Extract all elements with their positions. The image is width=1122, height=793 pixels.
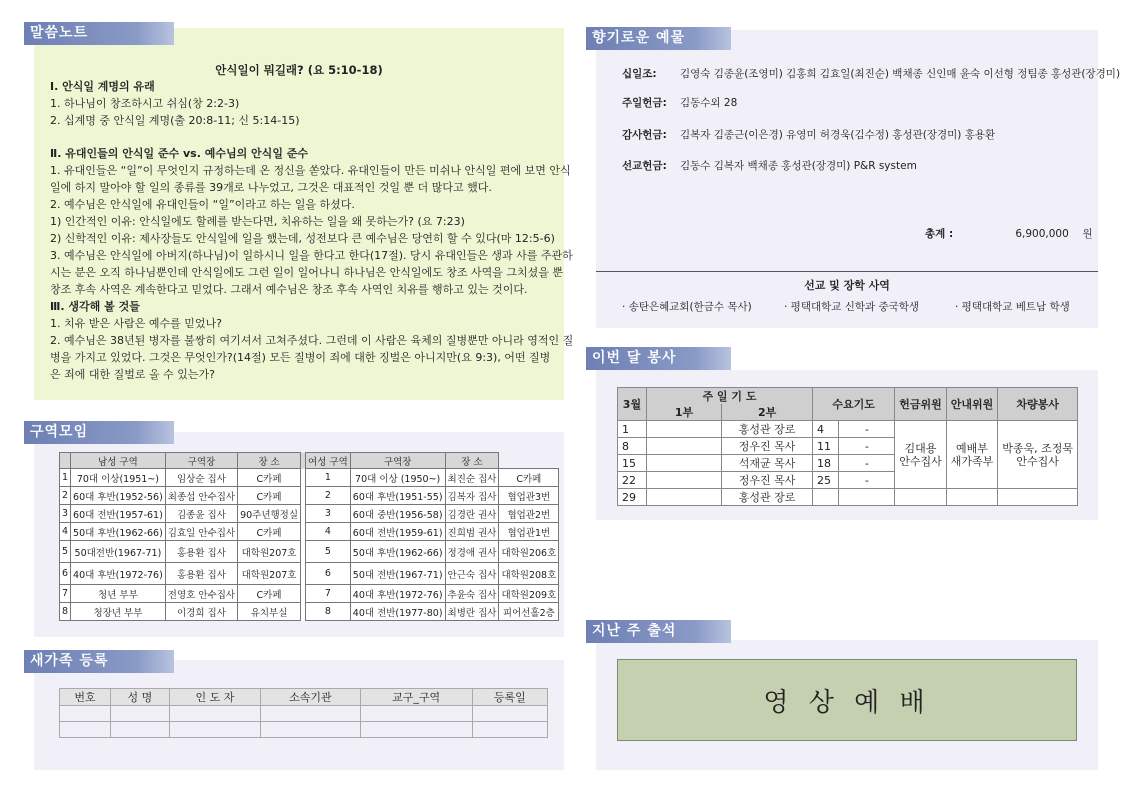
offering-row-mission: [622, 158, 917, 173]
sermon-text-line: 2. 십계명 중 안식일 계명(출 20:8-11; 신 5:14-15): [50, 114, 300, 127]
service-wed-date: 4: [813, 421, 839, 438]
service-usher-cell: [946, 421, 998, 489]
sermon-panel: [34, 28, 574, 400]
district-cell: 60대 후반(1952-56): [71, 487, 166, 505]
offering-total-unit: 원: [1082, 228, 1093, 240]
district-cell: 김경란 권사: [445, 505, 499, 523]
district-cell: 50대 전반(1967-71): [350, 563, 445, 585]
service-prayer-1: [646, 489, 721, 506]
offering-key: 십일조:: [622, 68, 657, 80]
service-head-usher: 안내위원: [946, 388, 998, 421]
district-cell: 60대 후반(1951-55): [350, 487, 445, 505]
district-cell: 90주년행정실: [238, 505, 301, 523]
service-head-1: 1부: [646, 404, 721, 421]
district-tab-label: 구역모임: [30, 424, 89, 440]
district-table: [59, 452, 559, 621]
sermon-text-line: 1. 하나님이 창조하시고 쉬심(창 2:2-3): [50, 97, 240, 110]
district-cell: 협업관2번: [499, 505, 559, 523]
district-cell: 70대 이상 (1950~): [350, 469, 445, 487]
service-prayer-1: [646, 421, 721, 438]
newfamily-header-cell: 번호: [60, 689, 111, 706]
offering-total: [925, 226, 1093, 241]
district-row: [60, 505, 559, 523]
district-cell: 추윤숙 집사: [445, 585, 499, 603]
district-cell: 유치부실: [238, 603, 301, 621]
mission-item: · 평택대학교 신학과 중국학생: [784, 301, 920, 313]
district-row: [60, 469, 559, 487]
service-prayer-1: [646, 455, 721, 472]
service-head-car: 차량봉사: [998, 388, 1078, 421]
service-table: [617, 387, 1078, 506]
district-cell: 50대 후반(1962-66): [350, 541, 445, 563]
service-head-wed: 수요기도: [813, 388, 895, 421]
sermon-text-line: 창조 후속 사역은 계속한다고 믿었다. 그래서 예수님은 창조 후속 사역인 치유를 행하고 있는 것이다.: [50, 283, 528, 296]
sermon-text-line: 병을 가지고 있었다. 그것은 무엇인가?(14절) 모든 질병이 죄에 대한 징벌은 아니지만(요 9:3), 어떤 질병: [50, 351, 551, 364]
sermon-text-line: 1. 치유 받은 사람은 예수를 믿었나?: [50, 317, 222, 330]
attendance-text: 영 상 예 배: [763, 687, 931, 718]
offering-value: 김복자 김종근(이은경) 유영미 허경욱(김수정) 홍성관(장경미) 홍용환: [680, 129, 996, 141]
district-cell: 청년 부부: [71, 585, 166, 603]
district-cell: 4: [60, 523, 71, 541]
district-cell: 청장년 부부: [71, 603, 166, 621]
mission-item: · 평택대학교 베트남 학생: [955, 301, 1070, 313]
district-row: [60, 585, 559, 603]
district-cell: 50대전반(1967-71): [71, 541, 166, 563]
district-cell: 임상순 집사: [165, 469, 237, 487]
district-cell: 5: [60, 541, 71, 563]
service-head-offer: 헌금위원: [895, 388, 947, 421]
district-cell: 60대 전반(1959-61): [350, 523, 445, 541]
offering-row-tithe: [622, 66, 1120, 81]
service-tab: [586, 347, 731, 370]
district-cell: C카페: [238, 585, 301, 603]
offering-total-label: 총계 :: [925, 228, 954, 240]
newfamily-row: [60, 722, 548, 738]
district-cell: 피어선홀2층: [499, 603, 559, 621]
newfamily-panel: [34, 660, 564, 770]
service-wed-prayer: -: [839, 472, 895, 489]
offering-row-thanks: [622, 127, 995, 142]
service-wed-prayer: -: [839, 421, 895, 438]
newfamily-table: [59, 688, 548, 738]
service-car-cell: [998, 421, 1078, 489]
newfamily-row: [60, 706, 548, 722]
district-cell: 홍용환 집사: [165, 541, 237, 563]
service-date: 29: [618, 489, 647, 506]
district-cell: 대학원206호: [499, 541, 559, 563]
service-tab-label: 이번 달 봉사: [592, 350, 677, 366]
district-cell: 김복자 집사: [445, 487, 499, 505]
service-empty: [946, 489, 998, 506]
sermon-text-line: 2. 예수님은 38년된 병자를 불쌍히 여기셔서 고쳐주셨다. 그런데 이 사람은 육체의 질병뿐만 아니라 영적인 질: [50, 334, 574, 347]
district-header-cell: 구역장: [165, 453, 237, 469]
district-header-cell: 장 소: [445, 453, 499, 469]
service-wed-prayer: -: [839, 438, 895, 455]
service-date: 22: [618, 472, 647, 489]
sermon-title: 안식일이 뭐길래? (요 5:10-18): [215, 63, 383, 77]
district-cell: 협업관3번: [499, 487, 559, 505]
district-header-cell: [60, 453, 71, 469]
district-cell: 1: [60, 469, 71, 487]
district-header-cell: 장 소: [238, 453, 301, 469]
service-wed-prayer: -: [839, 455, 895, 472]
newfamily-tab-label: 새가족 등록: [30, 653, 109, 669]
sermon-text-line: 1. 유대인들은 “일”이 무엇인지 규정하는데 온 정신을 쏟았다. 유대인들이 만든 미쉬나 안식일 편에 보면 안식: [50, 164, 571, 177]
newfamily-header-cell: 성 명: [110, 689, 169, 706]
offering-row-sunday: [622, 95, 737, 110]
sermon-text-line: 1) 인간적인 이유: 안식일에도 할례를 받는다면, 치유하는 일을 왜 못하는가? (요 7:23): [50, 215, 465, 228]
district-row: [60, 563, 559, 585]
district-cell: 8: [60, 603, 71, 621]
district-cell: 7: [306, 585, 351, 603]
district-cell: 최종섭 안수집사: [165, 487, 237, 505]
district-cell: 김효일 안수집사: [165, 523, 237, 541]
district-cell: 40대 전반(1977-80): [350, 603, 445, 621]
sermon-text-line: 3. 예수님은 안식일에 아버지(하나님)이 일하시니 일을 한다고 한다(17절). 당시 유대인들은 생과 사를 주관하: [50, 249, 573, 262]
district-row: [60, 603, 559, 621]
newfamily-header-cell: 등록일: [472, 689, 547, 706]
service-wed-date: 18: [813, 455, 839, 472]
sermon-text-line: 2. 예수님은 안식일에 유대인들이 “일”이라고 하는 일을 하셨다.: [50, 198, 355, 211]
district-tab: [24, 421, 174, 444]
service-empty: [998, 489, 1078, 506]
district-cell: 2: [306, 487, 351, 505]
district-cell: 대학원207호: [238, 563, 301, 585]
newfamily-header-cell: 인 도 자: [169, 689, 260, 706]
service-head-prayer: 주 일 기 도: [646, 388, 812, 405]
offering-total-value: 6,900,000: [1015, 228, 1069, 240]
district-cell: 협업관1번: [499, 523, 559, 541]
offering-tab-label: 향기로운 예물: [592, 30, 686, 46]
district-cell: 70대 이상(1951~): [71, 469, 166, 487]
sermon-heading: Ⅱ. 유대인들의 안식일 준수 vs. 예수님의 안식일 준수: [50, 147, 309, 160]
attendance-box: [617, 659, 1077, 741]
service-date: 15: [618, 455, 647, 472]
district-cell: C카페: [499, 469, 559, 487]
service-offer-b: 안수집사: [899, 454, 942, 468]
district-cell: 40대 후반(1972-76): [71, 563, 166, 585]
offering-key: 감사헌금:: [622, 129, 667, 141]
district-header-cell: 여성 구역: [306, 453, 351, 469]
service-date: 1: [618, 421, 647, 438]
district-cell: 60대 중반(1956-58): [350, 505, 445, 523]
sermon-text-line: 시는 분은 오직 하나님뿐인데 안식일에도 그런 일이 일어나니 하나님은 안식일에도 창조 사역을 그치셨을 뿐: [50, 266, 563, 279]
service-prayer-1: [646, 472, 721, 489]
district-cell: 4: [306, 523, 351, 541]
district-cell: 진희범 권사: [445, 523, 499, 541]
district-cell: 최진순 집사: [445, 469, 499, 487]
district-cell: 6: [60, 563, 71, 585]
service-wed-date: [813, 489, 839, 506]
sermon-heading: Ⅲ. 생각해 볼 것들: [50, 300, 140, 313]
district-cell: 2: [60, 487, 71, 505]
district-cell: 김종윤 집사: [165, 505, 237, 523]
district-cell: C카페: [238, 487, 301, 505]
service-car-a: 박종욱, 조정묵: [1002, 441, 1073, 455]
service-wed-date: 11: [813, 438, 839, 455]
district-cell: 6: [306, 563, 351, 585]
service-prayer-2: 홍성관 장로: [722, 489, 813, 506]
offering-value: 김동수외 28: [680, 97, 738, 109]
service-prayer-2: 홍성관 장로: [722, 421, 813, 438]
district-panel: [34, 432, 564, 637]
service-head-2: 2부: [722, 404, 813, 421]
mission-title: 선교 및 장학 사역: [804, 279, 890, 292]
district-row: [60, 541, 559, 563]
service-date: 8: [618, 438, 647, 455]
district-cell: 7: [60, 585, 71, 603]
service-usher-b: 새가족부: [950, 454, 994, 468]
sermon-tab: [24, 22, 174, 45]
district-cell: 3: [60, 505, 71, 523]
offering-key: 선교헌금:: [622, 160, 667, 172]
newfamily-header-cell: 소속기관: [261, 689, 361, 706]
service-car-b: 안수집사: [1016, 454, 1059, 468]
district-cell: 50대 후반(1962-66): [71, 523, 166, 541]
offering-tab: [586, 27, 731, 50]
offering-key: 주일헌금:: [622, 97, 667, 109]
service-prayer-2: 석재균 목사: [722, 455, 813, 472]
service-row: [618, 421, 1078, 438]
service-month: 3월: [618, 388, 647, 421]
service-usher-a: 예배부: [956, 441, 988, 455]
service-empty: [895, 489, 947, 506]
district-cell: 60대 전반(1957-61): [71, 505, 166, 523]
service-wed-prayer: [839, 489, 895, 506]
district-cell: 홍용환 집사: [165, 563, 237, 585]
service-row: [618, 489, 1078, 506]
district-cell: 40대 후반(1972-76): [350, 585, 445, 603]
district-cell: 대학원208호: [499, 563, 559, 585]
sermon-text-line: 일에 하지 말아야 할 일의 종류를 39개로 나누었고, 그것은 대표적인 것일 뿐 더 많다고 했다.: [50, 181, 492, 194]
district-cell: C카페: [238, 523, 301, 541]
district-cell: 5: [306, 541, 351, 563]
district-cell: 3: [306, 505, 351, 523]
offering-divider: [596, 271, 1098, 272]
attendance-tab-label: 지난 주 출석: [592, 623, 677, 639]
mission-item: · 송탄은혜교회(한금수 목사): [622, 301, 752, 313]
district-cell: 최병란 집사: [445, 603, 499, 621]
offering-value: 김동수 김복자 백채종 홍성관(장경미) P&R system: [680, 160, 917, 172]
sermon-text-line: 2) 신학적인 이유: 제사장들도 안식일에 일을 했는데, 성전보다 큰 예수님은 당연히 할 수 있다(마 12:5-6): [50, 232, 555, 245]
newfamily-tab: [24, 650, 174, 673]
service-offer-a: 김대용: [904, 441, 937, 455]
sermon-text-line: 은 죄에 대한 질벌로 올 수 있는가?: [50, 368, 215, 381]
service-prayer-2: 정우진 목사: [722, 472, 813, 489]
district-cell: 정경애 권사: [445, 541, 499, 563]
attendance-tab: [586, 620, 731, 643]
sermon-tab-label: 말씀노트: [30, 25, 89, 41]
district-cell: 1: [306, 469, 351, 487]
district-cell: 8: [306, 603, 351, 621]
district-row: [60, 523, 559, 541]
offering-value: 김영숙 김종윤(조영미) 김홍희 김효일(최진순) 백채종 신인매 윤숙 이선형 정팀종 홍성관(장경미): [680, 68, 1121, 80]
service-prayer-1: [646, 438, 721, 455]
sermon-heading: Ⅰ. 안식일 계명의 유래: [50, 80, 155, 93]
district-cell: 안근숙 집사: [445, 563, 499, 585]
service-wed-date: 25: [813, 472, 839, 489]
district-cell: 이경희 집사: [165, 603, 237, 621]
district-row: [60, 487, 559, 505]
district-header-cell: 구역장: [350, 453, 445, 469]
service-offer-cell: [895, 421, 947, 489]
district-cell: 대학원207호: [238, 541, 301, 563]
district-cell: 전영호 안수집사: [165, 585, 237, 603]
district-cell: C카페: [238, 469, 301, 487]
service-prayer-2: 정우진 목사: [722, 438, 813, 455]
district-cell: 대학원209호: [499, 585, 559, 603]
newfamily-header-cell: 교구_구역: [360, 689, 472, 706]
district-header-cell: 남성 구역: [71, 453, 166, 469]
